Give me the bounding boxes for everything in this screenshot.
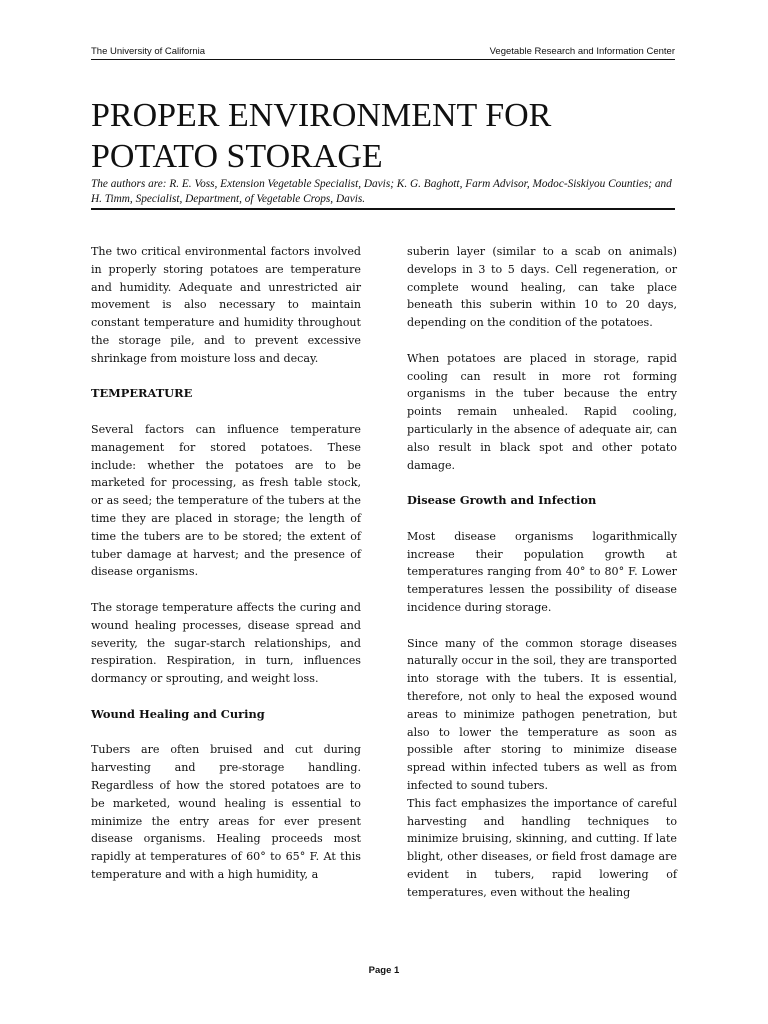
left-column: [91, 243, 361, 901]
disease-paragraph-1: Most disease organisms logarithmically increase their population growth at temperatures ranging from 40° to 80° F. Lower temperatures lessen the possibility of disease incidence during storage.: [407, 529, 677, 614]
heading-disease-growth: Disease Growth and Infection: [407, 493, 597, 508]
heading-wound-healing: Wound Healing and Curing: [91, 706, 265, 721]
rapid-cooling-paragraph: When potatoes are placed in storage, rapid cooling can result in more rot forming organisms in the tuber because the entry points remain unhealed. Rapid cooling, particularly in the absence of adequate air, can also result in black spot and other potato damage.: [407, 351, 677, 472]
temperature-paragraph-1: Several factors can influence temperature management for stored potatoes. These include: whether the potatoes are to be marketed for processing, as fresh table stock, or as seed; the temperature of the tubers at the time they are placed in storage; the length of time the tubers are to be stored; the extent of tuber damage at harvest; and the presence of disease organisms.: [91, 422, 361, 579]
right-column: [407, 243, 677, 919]
disease-paragraph-3: This fact emphasizes the importance of careful harvesting and handling techniques to minimize bruising, skinning, and cutting. If late blight, other diseases, or field frost damage are evident in tubers, rapid lowering of temperatures, even without the healing: [407, 796, 677, 899]
header-institution: The University of California: [91, 46, 206, 57]
title-line-2: POTATO STORAGE: [91, 138, 383, 175]
document-title: [91, 95, 691, 177]
temperature-paragraph-2: The storage temperature affects the curing and wound healing processes, disease spread and severity, the sugar-starch relationships, and respiration. Respiration, in turn, influences dormancy or sprouting, and weight loss.: [91, 600, 361, 686]
title-line-1: PROPER ENVIRONMENT FOR: [91, 97, 552, 134]
wound-healing-paragraph: Tubers are often bruised and cut during harvesting and pre-storage handling. Regardless of how the stored potatoes are to be marketed, wound healing is essential to minimize the entry areas for ever present disease organisms. Healing proceeds most rapidly at temperatures of 60° to 65° F. At this temperature and with a high humidity, a: [91, 743, 361, 881]
page-header: [91, 45, 675, 60]
suberin-paragraph: suberin layer (similar to a scab on animals) develops in 3 to 5 days. Cell regeneration, or complete wound healing, can take place beneath this suberin within 10 to 20 days, depending on the condition of the potatoes.: [407, 245, 677, 330]
page-number: Page 1: [368, 965, 400, 976]
header-center: Vegetable Research and Information Center: [489, 46, 675, 57]
heading-temperature: TEMPERATURE: [91, 386, 193, 401]
authors-line: The authors are: R. E. Voss, Extension Vegetable Specialist, Davis; K. G. Baghott, Farm Advisor, Modoc-Siskiyou Counties; and H. Timm, Specialist, Department, of Vegetable Crops, Davis.: [91, 177, 675, 210]
disease-paragraph-2: Since many of the common storage diseases naturally occur in the soil, they are transported into storage with the tubers. It is essential, therefore, not only to heal the exposed wound areas to minimize pathogen penetration, but also to lower the temperature as soon as possible after storing to minimize disease spread within infected tubers as well as from infected to sound tubers.: [407, 636, 677, 792]
intro-paragraph: The two critical environmental factors involved in properly storing potatoes are temperature and humidity. Adequate and unrestricted air movement is also necessary to maintain constant temperature and humidity throughout the storage pile, and to prevent excessive shrinkage from moisture loss and decay.: [91, 245, 361, 365]
